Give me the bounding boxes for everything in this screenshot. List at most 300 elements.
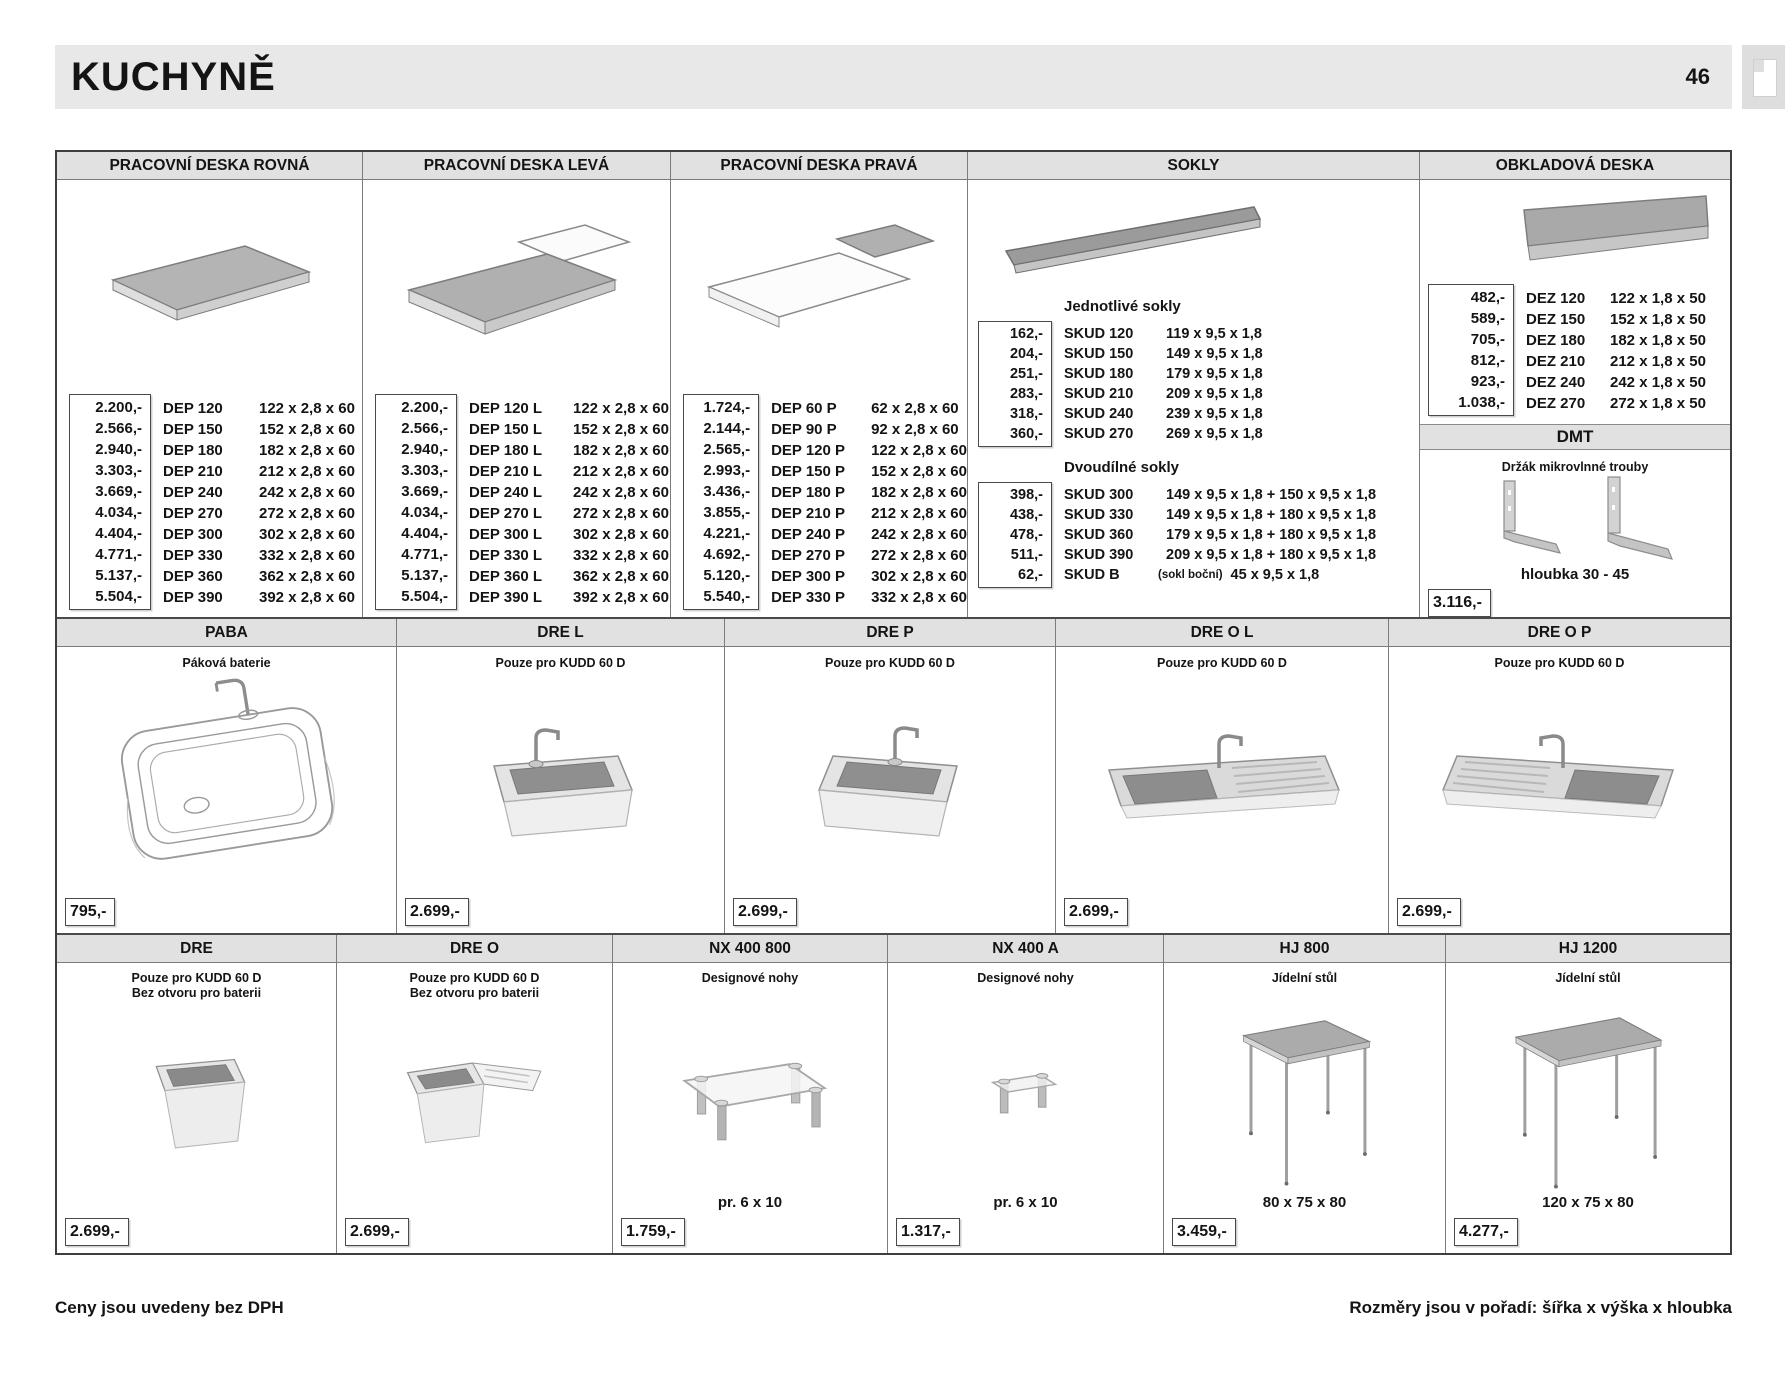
section-worktop-straight (57, 152, 363, 617)
price-value: 2.993,- (703, 462, 751, 479)
price-box (375, 394, 457, 610)
bottom-band (57, 933, 1730, 1253)
product-dims: 182 x 2,8 x 60 (573, 442, 669, 459)
worktop-straight-image (57, 180, 362, 394)
product-code: DEZ 150 (1526, 311, 1586, 328)
product-code: DEP 210 L (469, 463, 543, 480)
price-value: 2.200,- (95, 399, 142, 416)
price-value: 318,- (1009, 406, 1043, 422)
product-code: DEP 300 L (469, 526, 543, 543)
page-title: KUCHYNĚ (71, 54, 276, 99)
product-code: SKUD 360 (1064, 527, 1134, 543)
product-row (1064, 525, 1376, 545)
product-row (1526, 330, 1706, 351)
product-list (1064, 321, 1263, 444)
price-value: 3.855,- (703, 504, 751, 521)
product-code: DEZ 120 (1526, 290, 1586, 307)
product-sublabel (337, 971, 612, 1009)
price-value: 2.566,- (95, 420, 142, 437)
price-value: 4.771,- (95, 546, 142, 563)
section-title-dre-o: DRE O (337, 935, 612, 963)
price-value: 4.034,- (401, 504, 448, 521)
product-sublabel (1164, 971, 1445, 1009)
page-header (55, 45, 1732, 109)
product-code: SKUD 330 (1064, 507, 1134, 523)
product-row (163, 503, 355, 524)
price-value: 438,- (1009, 507, 1043, 523)
price-value: 5.137,- (95, 567, 142, 584)
product-sublabel-line1: Designové nohy (977, 971, 1074, 985)
product-row (469, 398, 669, 419)
product-code: SKUD 300 (1064, 487, 1134, 503)
product-row (771, 587, 967, 608)
design-legs-pair-image (888, 1009, 1163, 1194)
product-dims: 212 x 2,8 x 60 (871, 505, 967, 522)
section-title-dre-l: DRE L (397, 619, 724, 647)
product-row (163, 545, 355, 566)
product-dims: 272 x 1,8 x 50 (1610, 395, 1706, 412)
product-code: DEZ 270 (1526, 395, 1586, 412)
product-code: DEP 270 (163, 505, 223, 522)
price-value: 3.436,- (703, 483, 751, 500)
content-frame (55, 150, 1732, 1255)
product-dims: 209 x 9,5 x 1,8 + 180 x 9,5 x 1,8 (1166, 547, 1377, 563)
product-code: DEP 330 L (469, 547, 543, 564)
product-code: DEP 270 L (469, 505, 543, 522)
section-title-dre-o-l: DRE O L (1056, 619, 1388, 647)
product-code: DEP 180 (163, 442, 223, 459)
product-dims-label (57, 1194, 336, 1214)
product-code: SKUD 210 (1064, 386, 1134, 402)
product-list (1526, 284, 1706, 414)
price-value: 1.759,- (626, 1223, 676, 1240)
product-code: SKUD 270 (1064, 426, 1134, 442)
product-row (1526, 393, 1706, 414)
product-dims: 212 x 1,8 x 50 (1610, 353, 1706, 370)
worktop-left-image (363, 180, 670, 394)
product-dims: 242 x 1,8 x 50 (1610, 374, 1706, 391)
microwave-bracket-image (1420, 474, 1730, 566)
product-row (469, 545, 669, 566)
product-code: DEP 210 P (771, 505, 846, 522)
product-code: DEP 180 L (469, 442, 543, 459)
price-value: 5.120,- (703, 567, 751, 584)
price-value: 478,- (1009, 527, 1043, 543)
product-code: SKUD 390 (1064, 547, 1134, 563)
product-dims: 242 x 2,8 x 60 (573, 484, 669, 501)
product-row (1064, 324, 1263, 344)
middle-band (57, 617, 1730, 933)
price-value: 5.137,- (401, 567, 448, 584)
price-value: 398,- (1009, 487, 1043, 503)
section-title-sokly: SOKLY (968, 152, 1419, 180)
footer-note-left: Ceny jsou uvedeny bez DPH (55, 1298, 284, 1317)
price-value: 4.404,- (95, 525, 142, 542)
product-dims: 272 x 2,8 x 60 (259, 505, 355, 522)
single-plinths-table (978, 321, 1413, 447)
product-dims: 182 x 2,8 x 60 (871, 484, 967, 501)
product-row (771, 545, 967, 566)
product-sublabel-line1: Pouze pro KUDD 60 D (409, 971, 540, 985)
product-sublabel (888, 971, 1163, 1009)
price-value: 283,- (1009, 386, 1043, 402)
product-row (1526, 372, 1706, 393)
product-sublabel: Pouze pro KUDD 60 D (825, 656, 955, 670)
product-list (771, 394, 967, 608)
section-dre-o-l (1056, 619, 1389, 933)
product-code: SKUD 120 (1064, 326, 1134, 342)
product-row (1526, 309, 1706, 330)
product-code: DEP 300 P (771, 568, 846, 585)
product-dims-label: pr. 6 x 10 (993, 1194, 1058, 1211)
product-row (771, 524, 967, 545)
product-sublabel: Páková baterie (182, 656, 271, 670)
price-box (1428, 284, 1514, 416)
dmt-label: Držák mikrovlnné trouby (1501, 460, 1649, 474)
product-sublabel (1446, 971, 1730, 1009)
section-hj-1200 (1446, 935, 1730, 1253)
section-dre-o-p (1389, 619, 1730, 933)
section-nx-400-a (888, 935, 1164, 1253)
product-dims-label: pr. 6 x 10 (717, 1194, 783, 1211)
double-plinths-label: Dvoudílné sokly (1064, 459, 1180, 476)
product-dims: 149 x 9,5 x 1,8 + 180 x 9,5 x 1,8 (1166, 507, 1377, 523)
product-row (1064, 505, 1376, 525)
product-dims: 179 x 9,5 x 1,8 + 180 x 9,5 x 1,8 (1166, 527, 1377, 543)
price-table (671, 394, 967, 610)
price-box (1454, 1218, 1518, 1246)
price-value: 3.669,- (95, 483, 142, 500)
product-dims: 62 x 2,8 x 60 (871, 400, 959, 417)
product-dims: 272 x 2,8 x 60 (573, 505, 669, 522)
product-code: DEP 360 (163, 568, 223, 585)
product-dims: 362 x 2,8 x 60 (573, 568, 669, 585)
product-code: DEP 390 (163, 589, 223, 606)
product-row (163, 419, 355, 440)
product-row (469, 566, 669, 587)
product-note: (sokl boční) (1158, 569, 1223, 581)
product-code: DEP 180 P (771, 484, 846, 501)
product-sublabel-line1: Jídelní stůl (1555, 971, 1621, 985)
section-title-nx-400-800: NX 400 800 (613, 935, 887, 963)
product-code: DEP 90 P (771, 421, 837, 438)
price-value: 2.565,- (703, 441, 751, 458)
price-table (363, 394, 670, 610)
sink-basin-drainer-image (337, 1009, 612, 1194)
product-row (163, 398, 355, 419)
product-dims: 182 x 1,8 x 50 (1610, 332, 1706, 349)
price-value: 2.566,- (401, 420, 448, 437)
price-value: 5.504,- (401, 588, 448, 605)
price-box (65, 898, 115, 926)
product-dims-label: 120 x 75 x 80 (1542, 1194, 1634, 1211)
price-value: 5.540,- (703, 588, 751, 605)
product-row (1064, 424, 1263, 444)
price-value: 162,- (1009, 326, 1043, 342)
product-code: DEP 150 L (469, 421, 543, 438)
product-dims: 152 x 2,8 x 60 (573, 421, 669, 438)
product-sublabel (57, 971, 336, 1009)
price-value: 4.034,- (95, 504, 142, 521)
section-title-dre: DRE (57, 935, 336, 963)
product-row (163, 482, 355, 503)
sink-image (397, 671, 724, 894)
section-dre (57, 935, 337, 1253)
price-box (69, 394, 151, 610)
price-value: 2.200,- (401, 399, 448, 416)
product-dims: 149 x 9,5 x 1,8 (1166, 346, 1263, 362)
sokly-content (968, 180, 1419, 588)
product-dims: 212 x 2,8 x 60 (259, 463, 355, 480)
product-row (771, 461, 967, 482)
price-value: 1.038,- (1458, 394, 1505, 411)
product-code: DEP 270 P (771, 547, 846, 564)
price-value: 511,- (1010, 547, 1043, 563)
product-sublabel-line1: Jídelní stůl (1271, 971, 1338, 985)
product-dims: 302 x 2,8 x 60 (259, 526, 355, 543)
product-dims: 302 x 2,8 x 60 (573, 526, 669, 543)
product-dims: 182 x 2,8 x 60 (259, 442, 355, 459)
product-dims: 122 x 2,8 x 60 (871, 442, 967, 459)
section-title-dre-o-p: DRE O P (1389, 619, 1730, 647)
product-row (771, 398, 967, 419)
faucet-sink-outline-image (57, 671, 396, 894)
product-dims: 209 x 9,5 x 1,8 (1166, 386, 1263, 402)
price-value: 589,- (1470, 310, 1505, 327)
price-value: 2.699,- (350, 1223, 400, 1240)
design-legs-frame-image (613, 1009, 887, 1194)
section-title-hj-1200: HJ 1200 (1446, 935, 1730, 963)
price-box (65, 1218, 129, 1246)
price-box (896, 1218, 960, 1246)
price-value: 251,- (1009, 366, 1043, 382)
product-code: DEP 330 (163, 547, 223, 564)
price-value: 2.940,- (95, 441, 142, 458)
product-row (163, 587, 355, 608)
double-plinths-table (978, 482, 1413, 588)
product-code: DEP 120 L (469, 400, 543, 417)
product-dims: 242 x 2,8 x 60 (871, 526, 967, 543)
product-row (469, 482, 669, 503)
product-dims: 392 x 2,8 x 60 (573, 589, 669, 606)
dmt-section-title: DMT (1420, 424, 1730, 450)
product-code: DEZ 210 (1526, 353, 1586, 370)
product-dims: 152 x 2,8 x 60 (871, 463, 967, 480)
product-row (771, 503, 967, 524)
price-box (345, 1218, 409, 1246)
product-row (1064, 485, 1376, 505)
product-row (469, 587, 669, 608)
section-title-hj-800: HJ 800 (1164, 935, 1445, 963)
product-list (469, 394, 669, 608)
product-code: DEZ 180 (1526, 332, 1586, 349)
dmt-depth-label: hloubka 30 - 45 (1520, 566, 1630, 583)
product-code: DEP 210 (163, 463, 223, 480)
product-dims: 179 x 9,5 x 1,8 (1166, 366, 1263, 382)
price-table (57, 394, 362, 610)
price-box (405, 898, 469, 926)
price-value: 2.699,- (738, 903, 788, 920)
product-row (163, 566, 355, 587)
product-dims: 152 x 2,8 x 60 (259, 421, 355, 438)
product-code: DEP 120 (163, 400, 223, 417)
page-footer (55, 1298, 1732, 1318)
product-sublabel: Pouze pro KUDD 60 D (495, 656, 626, 670)
product-row (469, 419, 669, 440)
price-value: 2.144,- (703, 420, 751, 437)
product-row (1064, 404, 1263, 424)
price-value: 3.669,- (401, 483, 448, 500)
price-box (1397, 898, 1461, 926)
price-box (683, 394, 759, 610)
product-dims: 122 x 1,8 x 50 (1610, 290, 1706, 307)
product-dims: 362 x 2,8 x 60 (259, 568, 355, 585)
footer-note-right: Rozměry jsou v pořadí: šířka x výška x hloubka (1349, 1298, 1732, 1317)
price-value: 4.277,- (1459, 1223, 1509, 1240)
section-worktop-right (671, 152, 968, 617)
dining-table-image (1446, 1009, 1730, 1194)
product-dims: 332 x 2,8 x 60 (573, 547, 669, 564)
product-code: SKUD 180 (1064, 366, 1134, 382)
product-code: DEP 60 P (771, 400, 837, 417)
product-dims: 332 x 2,8 x 60 (871, 589, 967, 606)
product-code: DEZ 240 (1526, 374, 1586, 391)
product-row (163, 461, 355, 482)
price-value: 62,- (1018, 567, 1043, 583)
section-nx-400-800 (613, 935, 888, 1253)
product-dims-label (337, 1194, 612, 1214)
product-row (771, 440, 967, 461)
dining-table-image (1164, 1009, 1445, 1194)
price-value: 3.303,- (401, 462, 448, 479)
product-dims: 122 x 2,8 x 60 (259, 400, 355, 417)
product-dims: 92 x 2,8 x 60 (871, 421, 959, 438)
product-row (771, 566, 967, 587)
product-row (1064, 565, 1376, 585)
section-paba (57, 619, 397, 933)
product-row (469, 461, 669, 482)
section-title-worktop-left: PRACOVNÍ DESKA LEVÁ (363, 152, 670, 180)
price-value: 2.699,- (70, 1223, 120, 1240)
product-code: SKUD B (1064, 567, 1120, 583)
product-sublabel-line1: Pouze pro KUDD 60 D (131, 971, 262, 985)
product-code: DEP 390 L (469, 589, 543, 606)
product-row (469, 440, 669, 461)
product-code: DEP 240 (163, 484, 223, 501)
product-code: DEP 240 L (469, 484, 543, 501)
product-row (1064, 545, 1376, 565)
product-dims: 149 x 9,5 x 1,8 + 150 x 9,5 x 1,8 (1166, 487, 1377, 503)
section-title-dre-p: DRE P (725, 619, 1055, 647)
price-box (621, 1218, 685, 1246)
brand-logo-icon (1753, 59, 1777, 97)
product-dims: 122 x 2,8 x 60 (573, 400, 669, 417)
section-title-nx-400-a: NX 400 A (888, 935, 1163, 963)
product-dims: 239 x 9,5 x 1,8 (1166, 406, 1263, 422)
section-worktop-left (363, 152, 671, 617)
price-value: 1.724,- (703, 399, 751, 416)
product-row (1064, 344, 1263, 364)
section-dre-p (725, 619, 1056, 933)
product-code: DEP 240 P (771, 526, 846, 543)
price-value: 482,- (1470, 289, 1505, 306)
price-box (978, 321, 1052, 447)
product-sublabel (613, 971, 887, 1009)
cladding-panel-image (1420, 180, 1730, 284)
product-dims: 152 x 1,8 x 50 (1610, 311, 1706, 328)
price-value: 1.317,- (901, 1223, 951, 1240)
product-row (1526, 351, 1706, 372)
sink-image (725, 671, 1055, 894)
product-list (1064, 482, 1376, 585)
product-dims: 212 x 2,8 x 60 (573, 463, 669, 480)
single-plinths-label: Jednotlivé sokly (1064, 298, 1181, 315)
price-value: 3.116,- (1433, 594, 1482, 611)
product-code: DEP 300 (163, 526, 223, 543)
product-dims: 119 x 9,5 x 1,8 (1166, 326, 1262, 342)
sink-with-drainer-image (1056, 671, 1388, 894)
price-value: 812,- (1470, 352, 1505, 369)
brand-logo (1742, 45, 1785, 109)
sink-basin-image (57, 1009, 336, 1194)
product-sublabel: Pouze pro KUDD 60 D (1494, 656, 1625, 670)
product-sublabel-line2: Bez otvoru pro baterii (409, 986, 540, 1000)
price-value: 705,- (1470, 331, 1505, 348)
section-hj-800 (1164, 935, 1446, 1253)
price-value: 3.459,- (1177, 1223, 1227, 1240)
page-number: 46 (1685, 64, 1710, 89)
section-title-paba: PABA (57, 619, 396, 647)
price-value: 4.404,- (401, 525, 448, 542)
top-band (57, 152, 1730, 617)
product-dims: 242 x 2,8 x 60 (259, 484, 355, 501)
price-box (1172, 1218, 1236, 1246)
section-title-worktop-right: PRACOVNÍ DESKA PRAVÁ (671, 152, 967, 180)
product-sublabel-line2: Bez otvoru pro baterii (131, 986, 262, 1000)
price-value: 3.303,- (95, 462, 142, 479)
product-row (1526, 288, 1706, 309)
product-code: DEP 120 P (771, 442, 846, 459)
product-code: DEP 150 (163, 421, 223, 438)
price-value: 2.940,- (401, 441, 448, 458)
product-row (1064, 384, 1263, 404)
product-sublabel-line1: Designové nohy (701, 971, 799, 985)
price-value: 923,- (1470, 373, 1505, 390)
product-code: DEP 330 P (771, 589, 846, 606)
price-value: 4.692,- (703, 546, 751, 563)
section-dre-l (397, 619, 725, 933)
section-dre-o (337, 935, 613, 1253)
product-code: DEP 360 L (469, 568, 543, 585)
product-dims: 302 x 2,8 x 60 (871, 568, 967, 585)
product-row (163, 440, 355, 461)
product-row (469, 503, 669, 524)
product-row (771, 419, 967, 440)
price-value: 4.771,- (401, 546, 448, 563)
price-table (1420, 284, 1730, 416)
price-box (978, 482, 1052, 588)
section-title-cladding: OBKLADOVÁ DESKA (1420, 152, 1730, 180)
price-value: 2.699,- (1069, 903, 1119, 920)
price-box (733, 898, 797, 926)
product-row (163, 524, 355, 545)
product-row (1064, 364, 1263, 384)
product-row (771, 482, 967, 503)
section-sokly (968, 152, 1420, 617)
product-dims: 269 x 9,5 x 1,8 (1166, 426, 1263, 442)
worktop-right-image (671, 180, 967, 394)
section-cladding (1420, 152, 1730, 617)
